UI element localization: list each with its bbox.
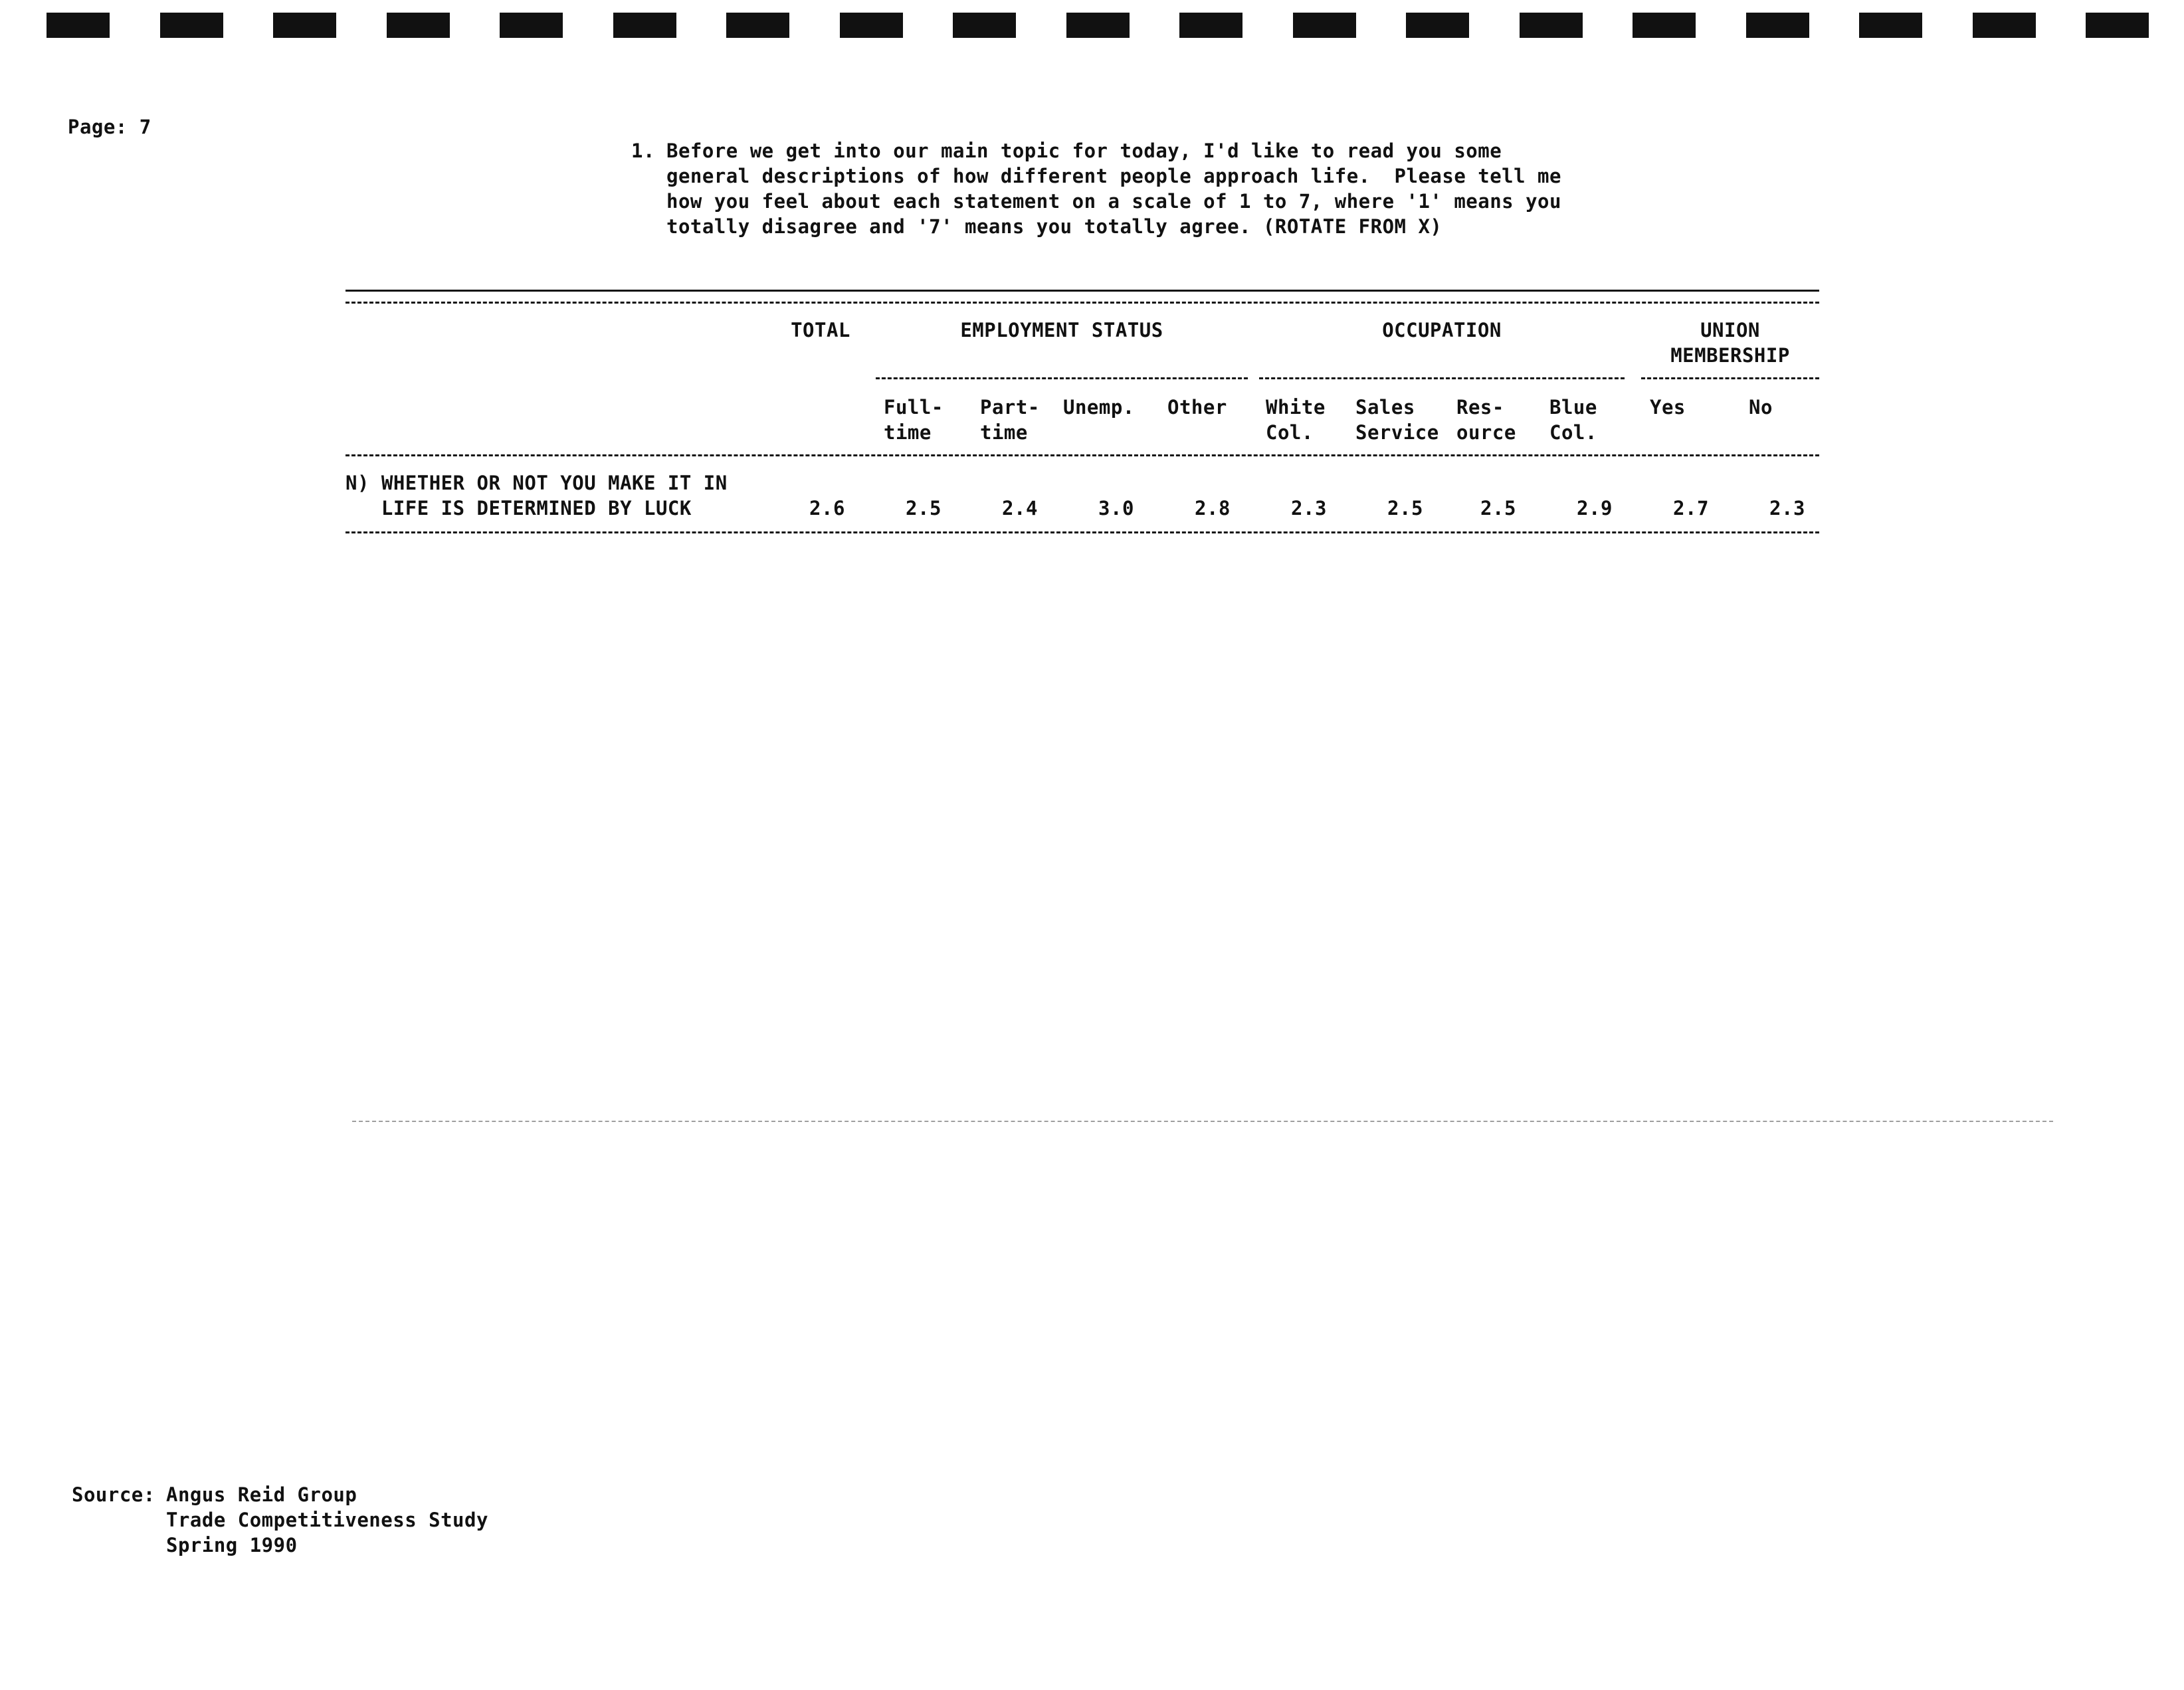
cell-value: 2.6 — [809, 497, 845, 519]
feed-hole — [2086, 13, 2149, 38]
question-line-3: how you feel about each statement on a scale of 1 to 7, where '1' means you — [666, 190, 1561, 213]
header-union-line-2: MEMBERSHIP — [1670, 344, 1790, 367]
table-header-dash-rule — [346, 302, 1819, 304]
column-header-line-2: Col. — [1266, 421, 1314, 444]
question-line-4: totally disagree and '7' means you totally agree. (ROTATE FROM X) — [666, 215, 1442, 238]
table-top-rule — [346, 290, 1819, 292]
feed-hole — [1520, 13, 1583, 38]
column-header-line-2: Service — [1355, 421, 1439, 444]
feed-hole — [160, 13, 223, 38]
column-header-line-1: Full- — [884, 396, 943, 419]
header-employment-status: EMPLOYMENT STATUS — [960, 319, 1163, 341]
source-line-1: Angus Reid Group — [166, 1483, 357, 1506]
feed-hole — [47, 13, 110, 38]
row-label-line-2: LIFE IS DETERMINED BY LUCK — [346, 497, 692, 519]
feed-hole — [500, 13, 563, 38]
column-header-line-2: time — [980, 421, 1028, 444]
feed-hole — [1406, 13, 1469, 38]
column-header-line-1: Unemp. — [1063, 396, 1135, 419]
feed-hole — [1746, 13, 1809, 38]
source-label: Source: — [72, 1483, 155, 1506]
column-header-line-1: No — [1749, 396, 1773, 419]
column-header-line-1: Blue — [1549, 396, 1597, 419]
cell-value: 2.7 — [1673, 497, 1709, 519]
source-line-3: Spring 1990 — [166, 1534, 298, 1556]
source-line-2: Trade Competitiveness Study — [166, 1509, 488, 1531]
column-header-line-1: Yes — [1650, 396, 1686, 419]
page-number: Page: 7 — [68, 116, 151, 138]
column-header-line-1: Part- — [980, 396, 1040, 419]
feed-hole — [387, 13, 450, 38]
feed-hole — [1973, 13, 2036, 38]
column-header-line-2: Col. — [1549, 421, 1597, 444]
feed-hole — [613, 13, 676, 38]
feed-hole — [1633, 13, 1696, 38]
feed-hole — [953, 13, 1016, 38]
employment-underline — [876, 377, 1248, 379]
cell-value: 2.5 — [1387, 497, 1423, 519]
cell-value: 2.9 — [1577, 497, 1613, 519]
table-bottom-rule — [346, 531, 1819, 533]
feed-hole — [726, 13, 789, 38]
feed-hole — [1179, 13, 1242, 38]
cell-value: 2.5 — [906, 497, 942, 519]
cell-value: 2.3 — [1291, 497, 1327, 519]
header-total: TOTAL — [791, 319, 850, 341]
cell-value: 2.5 — [1480, 497, 1516, 519]
scan-artifact-line — [352, 1121, 2053, 1122]
feed-hole — [1293, 13, 1356, 38]
column-header-line-2: time — [884, 421, 932, 444]
column-header-line-1: Other — [1167, 396, 1227, 419]
question-number: 1. — [631, 140, 655, 162]
column-header-line-1: White — [1266, 396, 1326, 419]
cell-value: 3.0 — [1098, 497, 1134, 519]
header-bottom-rule — [346, 454, 1819, 456]
feed-hole — [273, 13, 336, 38]
column-header-line-1: Res- — [1456, 396, 1504, 419]
row-label-line-1: N) WHETHER OR NOT YOU MAKE IT IN — [346, 472, 728, 494]
tractor-feed-holes — [0, 0, 2184, 53]
header-occupation: OCCUPATION — [1382, 319, 1502, 341]
union-underline — [1641, 377, 1819, 379]
occupation-underline — [1259, 377, 1625, 379]
header-union-line-1: UNION — [1700, 319, 1760, 341]
cell-value: 2.8 — [1195, 497, 1231, 519]
cell-value: 2.4 — [1002, 497, 1038, 519]
feed-hole — [1066, 13, 1130, 38]
column-header-line-1: Sales — [1355, 396, 1415, 419]
feed-hole — [840, 13, 903, 38]
column-header-line-2: ource — [1456, 421, 1516, 444]
cell-value: 2.3 — [1769, 497, 1805, 519]
question-line-2: general descriptions of how different people approach life. Please tell me — [666, 165, 1561, 187]
question-line-1: Before we get into our main topic for today, I'd like to read you some — [666, 140, 1502, 162]
feed-hole — [1859, 13, 1922, 38]
